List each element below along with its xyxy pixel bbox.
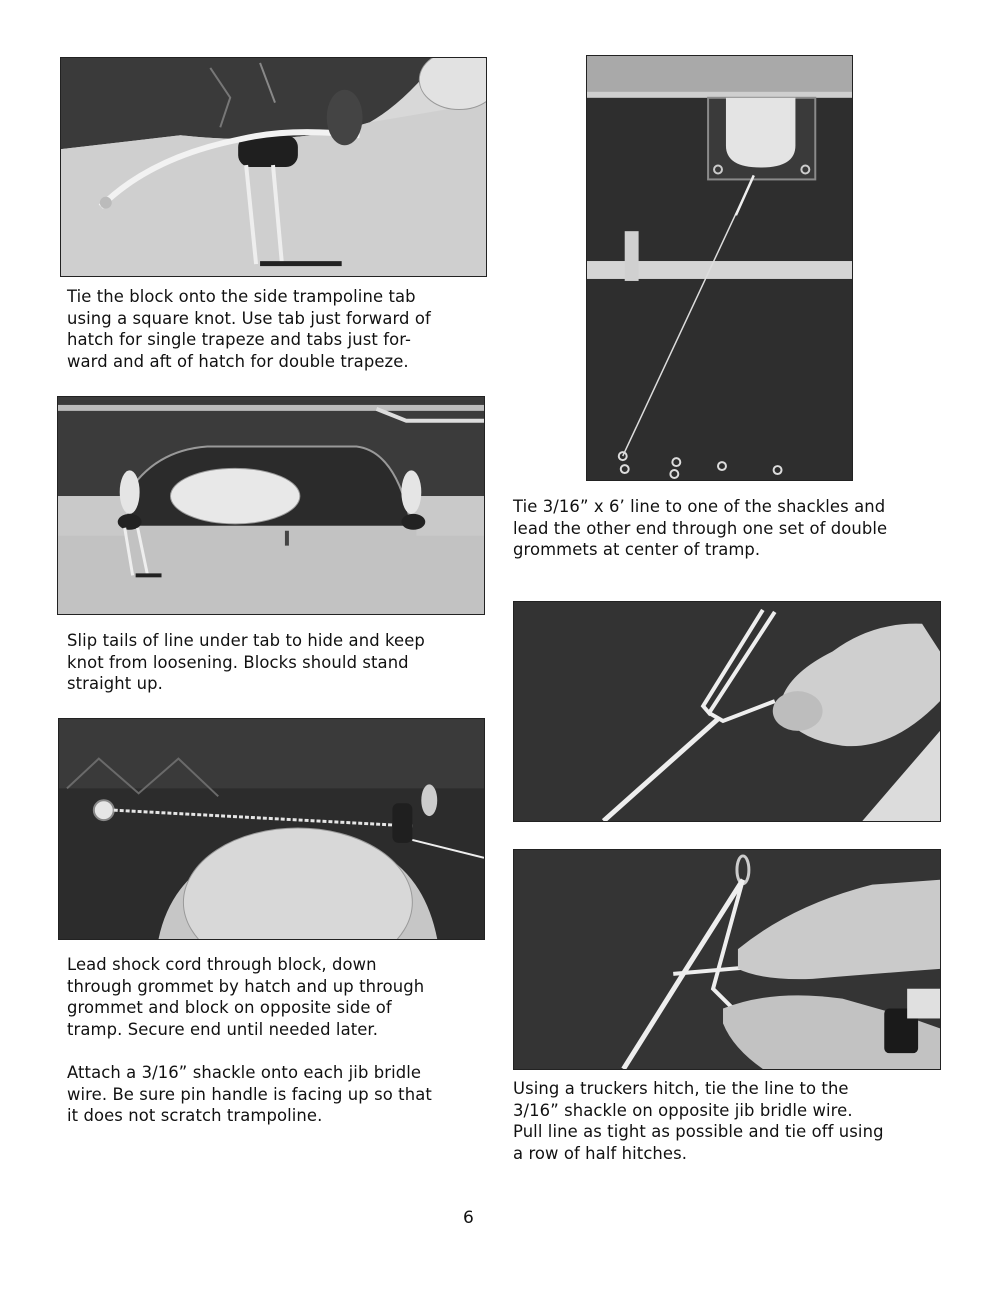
caption-attach-shackle: Attach a 3/16” shackle onto each jib bridle wire. Be sure pin handle is facing up so that it does not scratch trampoline.: [67, 1063, 432, 1125]
caption-truckers-hitch: Using a truckers hitch, tie the line to the 3/16” shackle on opposite jib bridle wire. Pull line as tight as possible and tie off using a row of half hitches.: [513, 1079, 884, 1163]
caption-slip-tails: Slip tails of line under tab to hide and keep knot from loosening. Blocks should stand straight up.: [67, 631, 425, 693]
photo-line-to-grommets: [586, 55, 853, 481]
photo-truckers-hitch-loop: [513, 601, 941, 822]
photo-block-tied-to-tab: [60, 57, 487, 277]
page-number: 6: [463, 1208, 474, 1228]
photo-tie-off-half-hitches: [513, 849, 941, 1070]
photo-blocks-by-hatch: [57, 396, 485, 615]
caption-tie-block: Tie the block onto the side trampoline tab using a square knot. Use tab just forward of hatch for single trapeze and tabs just for- ward and aft of hatch for double trapeze.: [67, 287, 431, 371]
caption-lead-shock-cord: Lead shock cord through block, down through grommet by hatch and up through grommet and block on opposite side of tramp. Secure end until needed later.: [67, 955, 425, 1039]
caption-tie-line: Tie 3/16” x 6’ line to one of the shackles and lead the other end through one set of double grommets at center of tramp.: [513, 497, 888, 559]
photo-shock-cord-grommet: [58, 718, 485, 940]
